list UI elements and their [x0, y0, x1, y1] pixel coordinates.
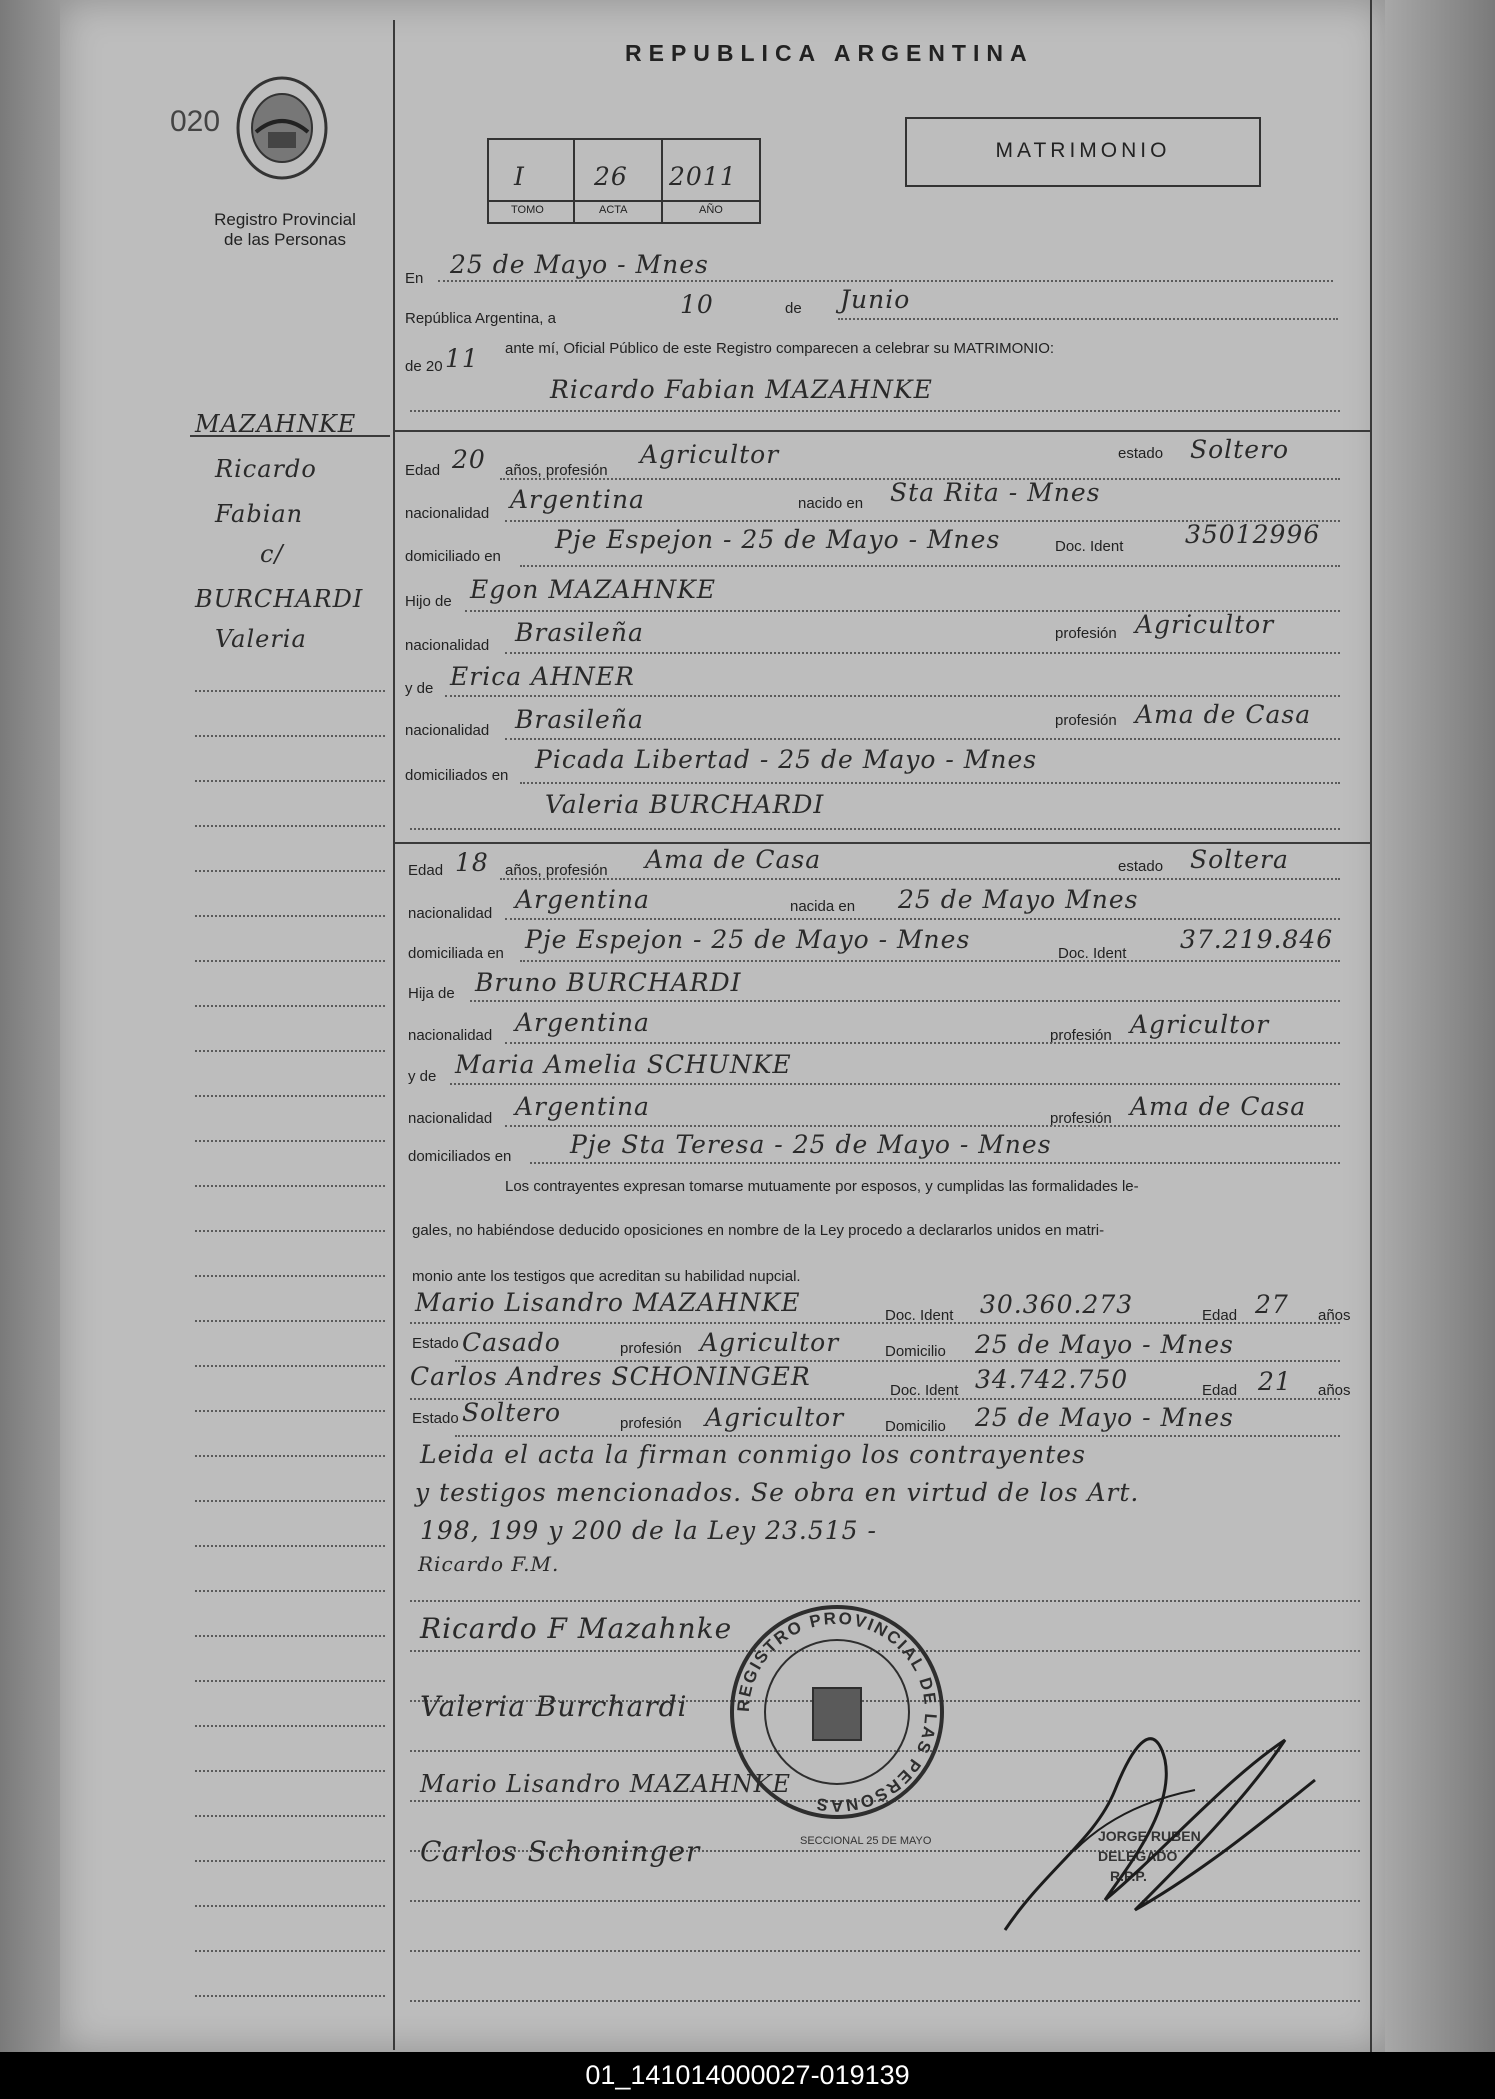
- witness1-edad: 27: [1255, 1290, 1289, 1319]
- bride-father-nac: Argentina: [515, 1008, 650, 1037]
- bride-estado: Soltera: [1190, 845, 1289, 874]
- declaration-line-3: monio ante los testigos que acreditan su habilidad nupcial.: [412, 1268, 801, 1285]
- intro-text: ante mí, Oficial Público de este Registro comparecen a celebrar su MATRIMONIO:: [505, 340, 1055, 357]
- groom-mother-prof-label: profesión: [1055, 712, 1117, 729]
- bride-father: Bruno BURCHARDI: [475, 968, 742, 997]
- intro-en-label: En: [405, 270, 424, 287]
- act-type-box: [905, 117, 1261, 187]
- groom-edad-label: Edad: [405, 462, 441, 479]
- book-binding: [0, 0, 60, 2052]
- bride-profesion-label: años, profesión: [505, 862, 608, 879]
- margin-connector: c/: [260, 540, 284, 568]
- groom-estado-label: estado: [1118, 445, 1164, 462]
- bride-mother-nac-label: nacionalidad: [408, 1110, 493, 1127]
- act-type: MATRIMONIO: [995, 139, 1171, 162]
- stamp-line-2: DELEGADO: [1098, 1848, 1178, 1864]
- groom-doc: 35012996: [1185, 520, 1321, 549]
- registry-name-line1: Registro Provincial: [214, 210, 356, 229]
- bride-father-prof: Agricultor: [1130, 1010, 1270, 1039]
- bride-father-prof-label: profesión: [1050, 1027, 1112, 1044]
- bride-nacida: 25 de Mayo Mnes: [898, 885, 1139, 914]
- groom-edad: 20: [452, 445, 486, 474]
- bride-doc-label: Doc. Ident: [1058, 945, 1127, 962]
- witness1-estado: Casado: [462, 1328, 561, 1357]
- file-caption: 01_141014000027-019139: [0, 2052, 1495, 2099]
- bride-profesion: Ama de Casa: [645, 845, 822, 874]
- groom-father-nac-label: nacionalidad: [405, 637, 490, 654]
- bride-domicilio: Pje Espejon - 25 de Mayo - Mnes: [525, 925, 971, 954]
- groom-nacionalidad: Argentina: [510, 485, 645, 514]
- intro-year-suffix: 11: [445, 344, 479, 373]
- bride-padres-dom: Pje Sta Teresa - 25 de Mayo - Mnes: [570, 1130, 1052, 1159]
- province-emblem-icon: [230, 70, 335, 185]
- groom-mother-nac: Brasileña: [515, 705, 644, 734]
- witness2-anos-label: años: [1318, 1382, 1351, 1399]
- tomo-value: I: [514, 162, 525, 191]
- witness1-prof-label: profesión: [620, 1340, 682, 1357]
- groom-profesion-label: años, profesión: [505, 462, 608, 479]
- witness2-prof-label: profesión: [620, 1415, 682, 1432]
- groom-hijo-label: Hijo de: [405, 593, 452, 610]
- page-edge: [1385, 0, 1495, 2052]
- witness1-dom: 25 de Mayo - Mnes: [975, 1330, 1234, 1359]
- intro-year-prefix: de 20: [405, 358, 443, 375]
- witness2-edad-label: Edad: [1202, 1382, 1238, 1399]
- bride-mother: Maria Amelia SCHUNKE: [455, 1050, 792, 1079]
- bride-separator: [393, 842, 1370, 844]
- witness1-doc: 30.360.273: [980, 1290, 1134, 1319]
- bride-nacida-label: nacida en: [790, 898, 856, 915]
- witness1-doc-label: Doc. Ident: [885, 1307, 954, 1324]
- groom-mother-nac-label: nacionalidad: [405, 722, 490, 739]
- bride-estado-label: estado: [1118, 858, 1164, 875]
- groom-estado: Soltero: [1190, 435, 1290, 464]
- witness2-prof: Agricultor: [705, 1403, 845, 1432]
- witness2-name: Carlos Andres SCHONINGER: [410, 1362, 811, 1391]
- intro-month: Junio: [840, 285, 911, 314]
- bride-hija-label: Hija de: [408, 985, 455, 1002]
- country-title: REPUBLICA ARGENTINA: [625, 40, 1034, 66]
- bride-padres-dom-label: domiciliados en: [408, 1148, 512, 1165]
- signature-witness2: Carlos Schoninger: [420, 1835, 701, 1868]
- groom-domicilio: Pje Espejon - 25 de Mayo - Mnes: [555, 525, 1001, 554]
- bride-father-nac-label: nacionalidad: [408, 1027, 493, 1044]
- bride-mother-prof-label: profesión: [1050, 1110, 1112, 1127]
- witness2-doc: 34.742.750: [975, 1365, 1129, 1394]
- groom-father-prof-label: profesión: [1055, 625, 1117, 642]
- bride-edad-label: Edad: [408, 862, 444, 879]
- acta-label: ACTA: [599, 204, 628, 216]
- intro-day: 10: [680, 290, 714, 319]
- tomo-label: TOMO: [511, 204, 544, 216]
- witness1-dom-label: Domicilio: [885, 1343, 946, 1360]
- groom-profesion: Agricultor: [640, 440, 780, 469]
- margin-bride-surname: BURCHARDI: [195, 585, 364, 613]
- intro-place: 25 de Mayo - Mnes: [450, 250, 709, 279]
- stamp-line-3: R.P.P.: [1110, 1868, 1147, 1884]
- registry-number-fragment: 020: [170, 105, 221, 138]
- closing-line-1: Leida el acta la firman conmigo los contrayentes: [420, 1440, 1086, 1469]
- groom-nacionalidad-label: nacionalidad: [405, 505, 490, 522]
- witness1-anos-label: años: [1318, 1307, 1351, 1324]
- bride-mother-nac: Argentina: [515, 1092, 650, 1121]
- witness2-edad: 21: [1258, 1367, 1292, 1396]
- closing-line-3: 198, 199 y 200 de la Ley 23.515 -: [420, 1516, 877, 1545]
- stamp-line-1: JORGE RUBEN: [1098, 1828, 1201, 1844]
- bride-nacionalidad-label: nacionalidad: [408, 905, 493, 922]
- anio-value: 2011: [669, 162, 737, 191]
- bride-nacionalidad: Argentina: [515, 885, 650, 914]
- groom-name: Ricardo Fabian MAZAHNKE: [550, 375, 933, 404]
- registry-name-line2: de las Personas: [224, 230, 346, 249]
- anio-label: AÑO: [699, 204, 723, 216]
- groom-yde-label: y de: [405, 680, 434, 697]
- groom-nacido-label: nacido en: [798, 495, 864, 512]
- official-signature-icon: [985, 1700, 1325, 1940]
- groom-doc-label: Doc. Ident: [1055, 538, 1124, 555]
- intro-republica-label: República Argentina, a: [405, 310, 556, 327]
- witness1-estado-label: Estado: [412, 1335, 459, 1352]
- witness2-dom-label: Domicilio: [885, 1418, 946, 1435]
- groom-padres-dom: Picada Libertad - 25 de Mayo - Mnes: [535, 745, 1038, 774]
- signature-witness1: Mario Lisandro MAZAHNKE: [420, 1770, 792, 1798]
- signature-bride: Valeria Burchardi: [420, 1690, 688, 1723]
- bride-doc: 37.219.846: [1180, 925, 1334, 954]
- bride-domicilio-label: domiciliada en: [408, 945, 504, 962]
- declaration-line-2: gales, no habiéndose deducido oposiciones en nombre de la Ley procedo a declararlos unidos en matri-: [412, 1222, 1105, 1239]
- witness1-prof: Agricultor: [700, 1328, 840, 1357]
- bride-edad: 18: [455, 848, 489, 877]
- intro-de-label: de: [785, 300, 802, 317]
- groom-father: Egon MAZAHNKE: [470, 575, 717, 604]
- witness2-dom: 25 de Mayo - Mnes: [975, 1403, 1234, 1432]
- groom-father-prof: Agricultor: [1135, 610, 1275, 639]
- groom-domicilio-label: domiciliado en: [405, 548, 501, 565]
- margin-groom-first: Ricardo: [215, 455, 317, 483]
- witness2-doc-label: Doc. Ident: [890, 1382, 959, 1399]
- groom-mother-prof: Ama de Casa: [1135, 700, 1312, 729]
- closing-initials: Ricardo F.M.: [418, 1552, 560, 1576]
- witness2-estado: Soltero: [462, 1398, 562, 1427]
- official-seal-icon: [725, 1600, 950, 1825]
- groom-mother: Erica AHNER: [450, 662, 635, 691]
- margin-bride-first: Valeria: [215, 625, 307, 653]
- bride-name: Valeria BURCHARDI: [545, 790, 825, 819]
- declaration-line-1: Los contrayentes expresan tomarse mutuamente por esposos, y cumplidas las formalidades le-: [505, 1178, 1139, 1195]
- groom-separator: [393, 430, 1370, 432]
- seal-inner-text: SECCIONAL 25 DE MAYO: [800, 1835, 932, 1847]
- margin-surname: MAZAHNKE: [195, 410, 357, 438]
- witness1-edad-label: Edad: [1202, 1307, 1238, 1324]
- closing-line-2: y testigos mencionados. Se obra en virtud de los Art.: [415, 1478, 1140, 1507]
- acta-value: 26: [594, 162, 628, 191]
- margin-groom-second: Fabian: [215, 500, 304, 528]
- bride-mother-prof: Ama de Casa: [1130, 1092, 1307, 1121]
- margin-divider: [393, 20, 395, 2050]
- signature-groom: Ricardo F Mazahnke: [420, 1612, 733, 1645]
- groom-father-nac: Brasileña: [515, 618, 644, 647]
- groom-nacido: Sta Rita - Mnes: [890, 478, 1101, 507]
- witness2-estado-label: Estado: [412, 1410, 459, 1427]
- seal-text: REGISTRO PROVINCIAL DE LAS PERSONAS: [733, 1608, 941, 1816]
- witness1-name: Mario Lisandro MAZAHNKE: [415, 1288, 801, 1317]
- right-border: [1370, 0, 1372, 2052]
- groom-padres-dom-label: domiciliados en: [405, 767, 509, 784]
- bride-yde-label: y de: [408, 1068, 437, 1085]
- record-box: [487, 138, 761, 224]
